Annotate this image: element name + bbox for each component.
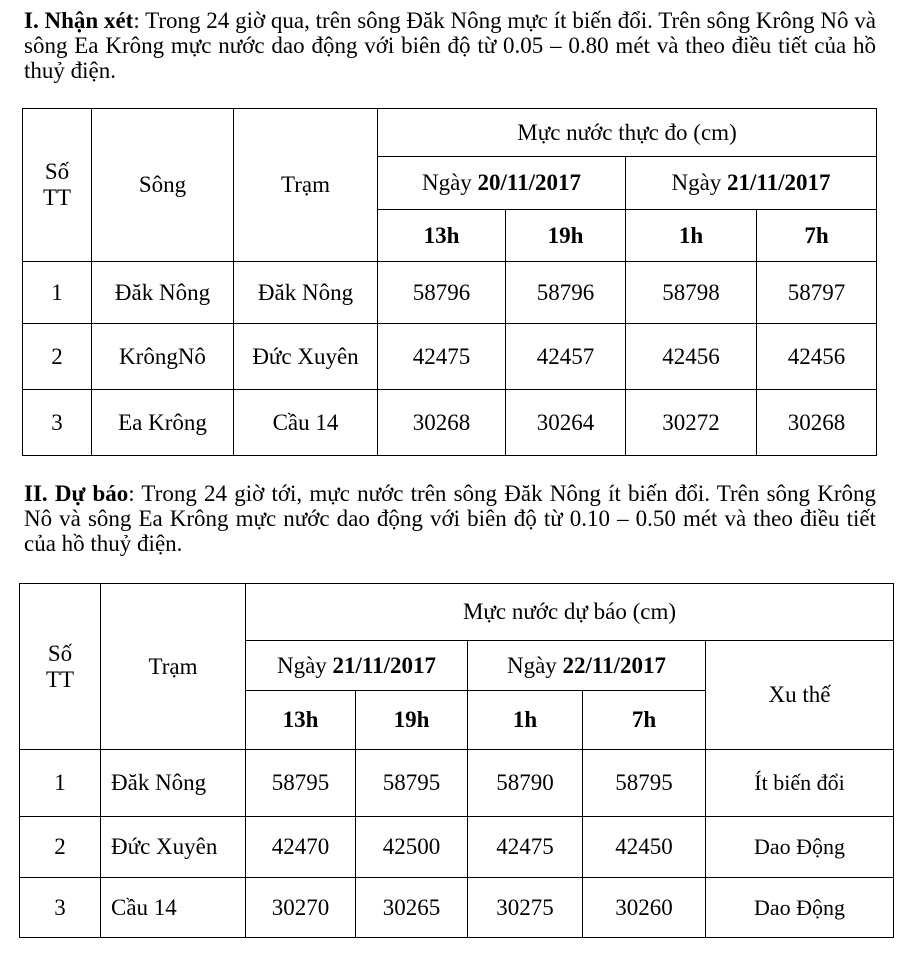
table2-row2-value: 42450 <box>583 817 706 878</box>
table1-time-1: 13h <box>378 210 506 262</box>
table2-row3-value: 30260 <box>583 878 706 938</box>
table1-row3-value: 30268 <box>757 390 877 456</box>
table1-header-song: Sông <box>92 109 234 262</box>
measured-levels-table <box>22 108 877 456</box>
table1-time-2: 19h <box>506 210 626 262</box>
table1-row1-value: 58798 <box>626 262 757 324</box>
table1-header-stt <box>23 109 92 262</box>
table1-time-3: 1h <box>626 210 757 262</box>
table2-row2-value: 42470 <box>246 817 356 878</box>
table1-row3-value: 30272 <box>626 390 757 456</box>
table2-time-2: 19h <box>356 691 468 750</box>
table2-row2-tram: Đức Xuyên <box>101 817 246 878</box>
table2-header-stt-line1: Số <box>47 640 73 666</box>
table1-row1-song: Đăk Nông <box>92 262 234 324</box>
table-row <box>23 324 877 390</box>
table2-row3-tram: Cầu 14 <box>101 878 246 938</box>
table2-row3-value: 30275 <box>468 878 583 938</box>
table2-row2-value: 42475 <box>468 817 583 878</box>
table2-row1-tram: Đăk Nông <box>101 750 246 817</box>
table2-time-3: 1h <box>468 691 583 750</box>
table2-row1-value: 58795 <box>356 750 468 817</box>
table2-header-trend: Xu thế <box>706 641 894 750</box>
table2-day1-prefix: Ngày <box>276 652 333 678</box>
table1-row2-value: 42456 <box>757 324 877 390</box>
table2-row3-value: 30265 <box>356 878 468 938</box>
table2-row1-value: 58795 <box>583 750 706 817</box>
table-row <box>20 878 894 938</box>
table1-row2-value: 42456 <box>626 324 757 390</box>
table1-row3-song: Ea Krông <box>92 390 234 456</box>
table1-row2-value: 42457 <box>506 324 626 390</box>
table2-time-4: 7h <box>583 691 706 750</box>
table1-day1-date: 20/11/2017 <box>477 170 582 195</box>
table1-time-4: 7h <box>757 210 877 262</box>
table2-row2-trend: Dao Động <box>706 817 894 878</box>
table1-row2-tram: Đức Xuyên <box>234 324 378 390</box>
table1-day1-prefix: Ngày <box>421 170 478 195</box>
table1-header-tram: Trạm <box>234 109 378 262</box>
table1-row2-value: 42475 <box>378 324 506 390</box>
table2-header-day2 <box>468 641 706 691</box>
table1-row1-stt: 1 <box>23 262 92 324</box>
table-row <box>20 817 894 878</box>
table2-row1-value: 58795 <box>246 750 356 817</box>
section1-paragraph <box>24 8 876 83</box>
table1-header-day2 <box>626 157 877 210</box>
table1-row3-tram: Cầu 14 <box>234 390 378 456</box>
table2-row3-trend: Dao Động <box>706 878 894 938</box>
table-row <box>23 262 877 324</box>
table2-row1-value: 58790 <box>468 750 583 817</box>
table2-time-1: 13h <box>246 691 356 750</box>
table1-row2-song: KrôngNô <box>92 324 234 390</box>
table1-day2-prefix: Ngày <box>671 170 728 195</box>
table2-header-stt-line2: TT <box>45 666 75 692</box>
table2-header-day1 <box>246 641 468 691</box>
table1-row1-value: 58797 <box>757 262 877 324</box>
table2-row1-trend: Ít biến đổi <box>706 750 894 817</box>
table2-header-group: Mực nước dự báo (cm) <box>246 584 894 641</box>
table1-row1-value: 58796 <box>378 262 506 324</box>
table1-row3-value: 30264 <box>506 390 626 456</box>
section1-heading: I. Nhận xét <box>24 8 134 33</box>
table2-row1-stt: 1 <box>20 750 101 817</box>
table1-header-group: Mực nước thực đo (cm) <box>378 109 877 157</box>
table2-row2-stt: 2 <box>20 817 101 878</box>
table-row <box>20 750 894 817</box>
table1-header-stt-line2: TT <box>42 185 72 210</box>
forecast-levels-table <box>19 583 894 938</box>
table1-row1-value: 58796 <box>506 262 626 324</box>
table1-day2-date: 21/11/2017 <box>727 170 831 195</box>
table2-row3-value: 30270 <box>246 878 356 938</box>
table1-row3-value: 30268 <box>378 390 506 456</box>
section2-text: : Trong 24 giờ tới, mực nước trên sông Đăk Nông ít biến đổi. Trên sông Krông Nô và sông Ea Krông mực nước dao động với biên độ từ 0.10 – 0.50 mét và theo điều tiết của hồ thuỷ điện. <box>24 481 876 556</box>
table1-row1-tram: Đăk Nông <box>234 262 378 324</box>
table2-header-tram: Trạm <box>101 584 246 750</box>
table2-day1-date: 21/11/2017 <box>332 652 437 678</box>
table1-row3-stt: 3 <box>23 390 92 456</box>
table1-header-day1 <box>378 157 626 210</box>
table-row <box>23 390 877 456</box>
table2-row3-stt: 3 <box>20 878 101 938</box>
section2-heading: II. Dự báo <box>24 481 129 506</box>
section2-paragraph <box>24 481 876 556</box>
table2-day2-prefix: Ngày <box>506 652 563 678</box>
table2-day2-date: 22/11/2017 <box>562 652 667 678</box>
table2-header-stt <box>20 584 101 750</box>
section1-text: : Trong 24 giờ qua, trên sông Đăk Nông mực ít biến đổi. Trên sông Krông Nô và sông Ea Krông mực nước dao động với biên độ từ 0.05 – 0.80 mét và theo điều tiết của hồ thuỷ điện. <box>24 8 877 83</box>
table2-row2-value: 42500 <box>356 817 468 878</box>
table1-header-stt-line1: Số <box>44 159 70 184</box>
table1-row2-stt: 2 <box>23 324 92 390</box>
